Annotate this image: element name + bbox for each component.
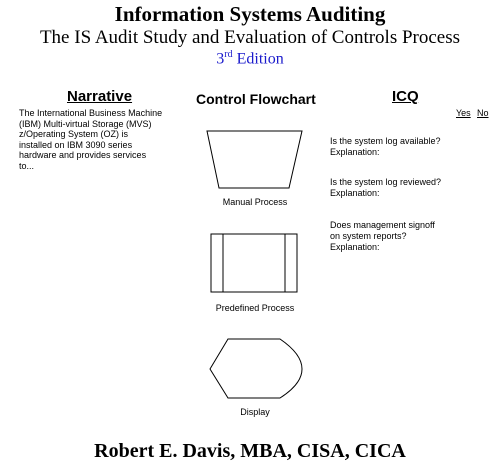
manual-process-label: Manual Process: [222, 197, 288, 207]
icq-question-line: on system reports?: [330, 231, 407, 241]
display-shape: [210, 339, 302, 398]
icq-heading: ICQ: [392, 88, 419, 105]
edition-suffix: rd: [224, 49, 233, 60]
book-subtitle: The IS Audit Study and Evaluation of Controls Process: [39, 27, 461, 48]
icq-question-line: Is the system log reviewed?: [330, 177, 442, 187]
narrative-heading: Narrative: [67, 88, 133, 105]
narrative-line: installed on IBM 3090 series: [19, 139, 133, 150]
icq-explanation-label: Explanation:: [330, 242, 380, 252]
manual-process-shape: [207, 131, 302, 188]
yes-column-label: Yes: [456, 108, 471, 118]
book-title: Information Systems Auditing: [114, 2, 386, 26]
predefined-process-label: Predefined Process: [215, 303, 295, 313]
no-column-label: No: [477, 108, 489, 118]
narrative-line: hardware and provides services: [19, 150, 147, 160]
narrative-line: to...: [19, 160, 35, 171]
icq-question-line: Does management signoff: [330, 220, 435, 230]
icq-explanation-label: Explanation:: [330, 188, 380, 198]
display-label: Display: [240, 407, 270, 417]
edition-number: 3: [216, 50, 225, 68]
narrative-line: (IBM) Multi-virtual Storage (MVS): [19, 118, 152, 129]
predefined-process-shape: [211, 234, 297, 292]
narrative-line: z/Operating System (OZ) is: [19, 129, 129, 139]
narrative-line: The International Business Machine: [19, 108, 163, 118]
icq-explanation-label: Explanation:: [330, 147, 380, 157]
edition-word: Edition: [232, 50, 284, 68]
author-name: Robert E. Davis, MBA, CISA, CICA: [94, 440, 406, 462]
flowchart-heading: Control Flowchart: [196, 91, 316, 107]
icq-question-line: Is the system log available?: [330, 136, 441, 146]
